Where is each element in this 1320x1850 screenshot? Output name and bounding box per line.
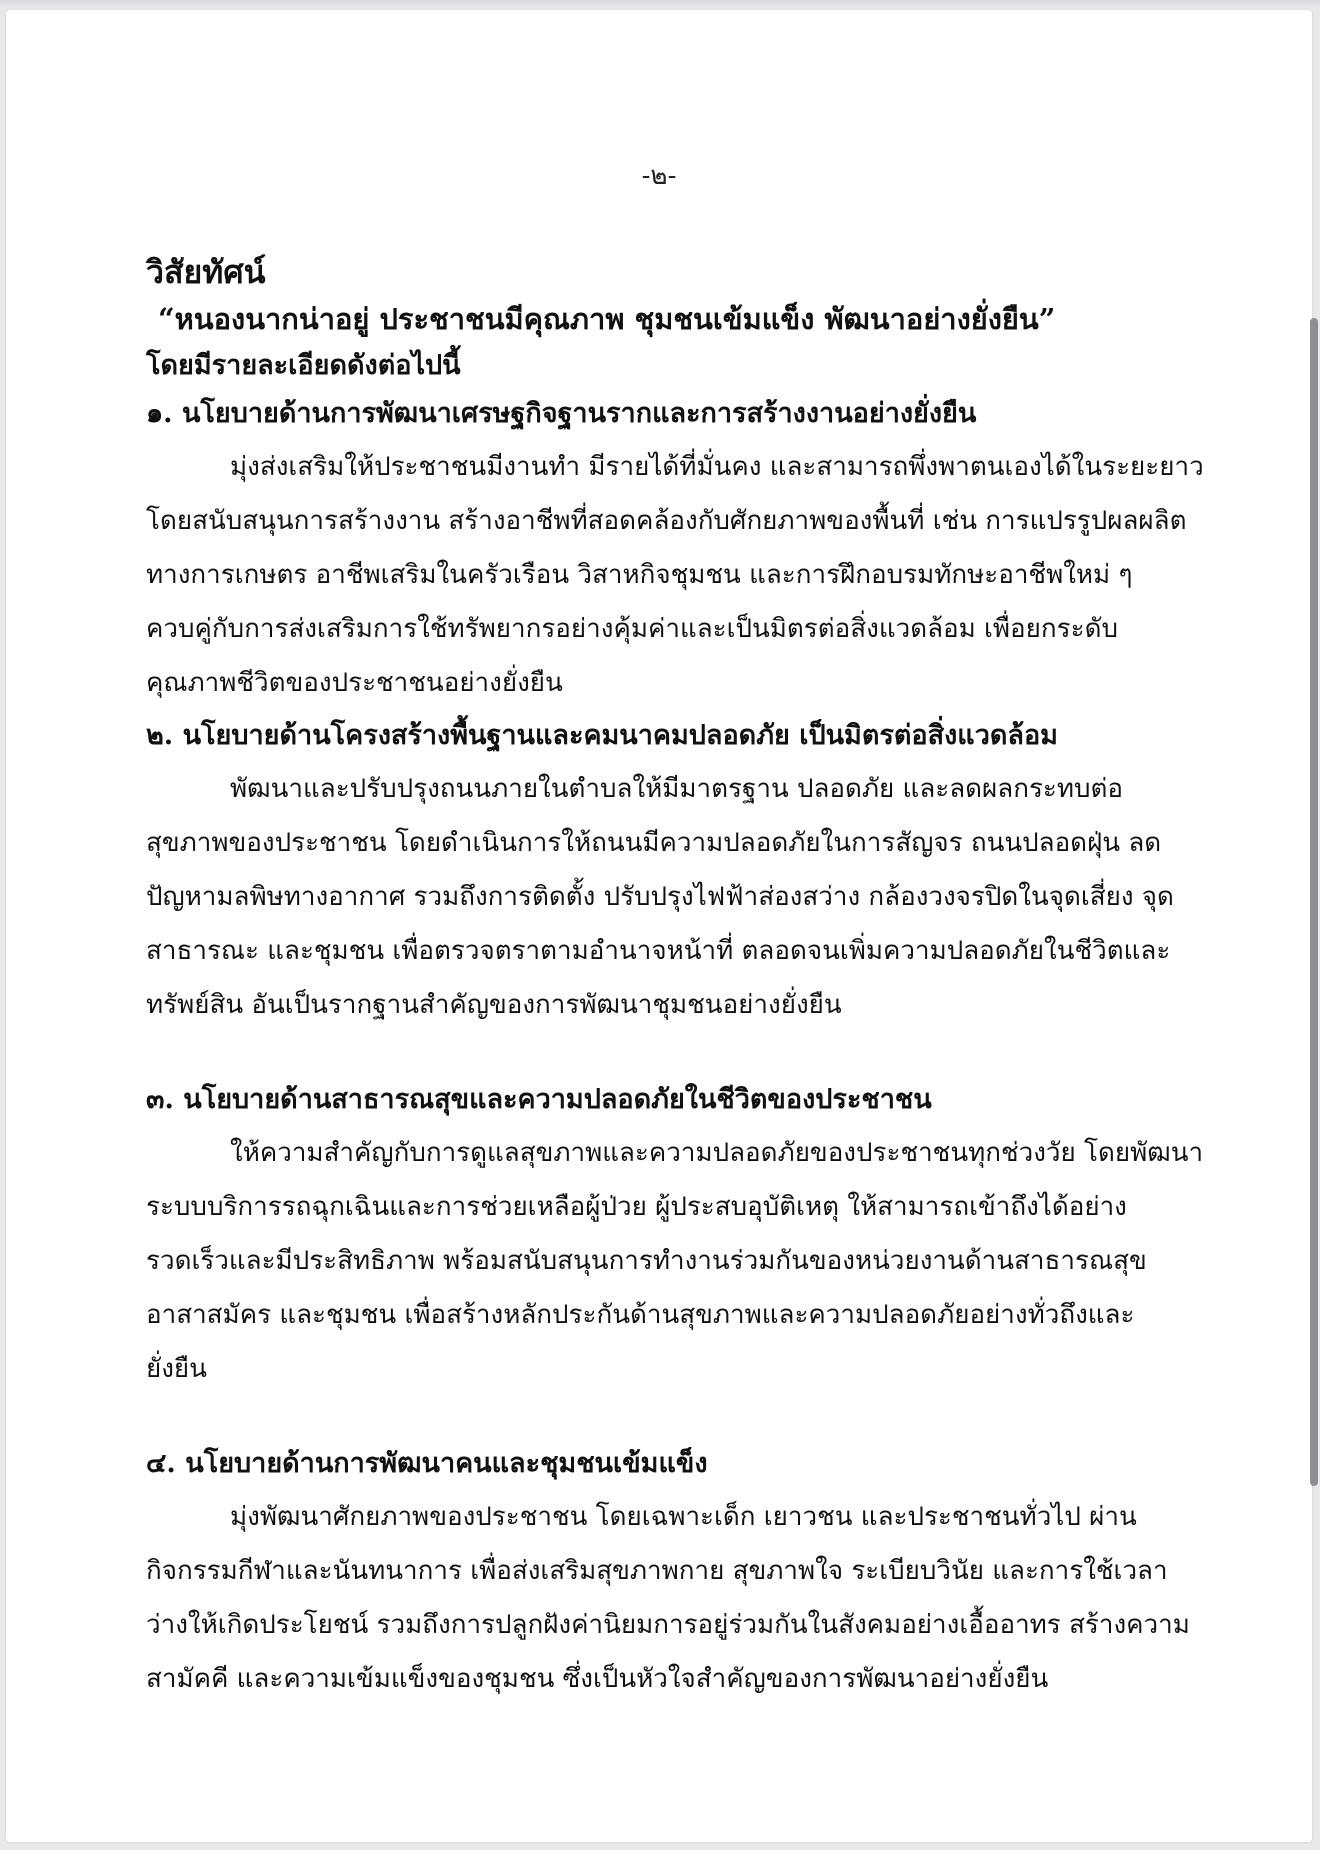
paragraph-line: รวดเร็วและมีประสิทธิภาพ พร้อมสนับสนุนการทำงานร่วมกันของหน่วยงานด้านสาธารณสุข [146,1246,1147,1276]
intro-text: โดยมีรายละเอียดดังต่อไปนี้ [146,350,461,381]
paragraph-line: ว่างให้เกิดประโยชน์ รวมถึงการปลูกฝังค่านิยมการอยู่ร่วมกันในสังคมอย่างเอื้ออาทร สร้างความ [146,1610,1190,1640]
policy-section-4 [146,1438,1236,1706]
policy-title: ๒. นโยบายด้านโครงสร้างพื้นฐานและคมนาคมปลอดภัย เป็นมิตรต่อสิ่งแวดล้อม [146,720,1058,751]
paragraph-line: มุ่งส่งเสริมให้ประชาชนมีงานทำ มีรายได้ที่มั่นคง และสามารถพึ่งพาตนเองได้ในระยะยาว [230,452,1204,482]
paragraph-line: สามัคคี และความเข้มแข็งของชุมชน ซึ่งเป็นหัวใจสำคัญของการพัฒนาอย่างยั่งยืน [146,1664,1049,1694]
page-number: -๒- [641,161,677,191]
paragraph-line: ปัญหามลพิษทางอากาศ รวมถึงการติดตั้ง ปรับปรุงไฟฟ้าส่องสว่าง กล้องวงจรปิดในจุดเสี่ยง จุด [146,882,1174,912]
paragraph-line: พัฒนาและปรับปรุงถนนภายในตำบลให้มีมาตรฐาน ปลอดภัย และลดผลกระทบต่อ [230,774,1124,804]
paragraph-line: ให้ความสำคัญกับการดูแลสุขภาพและความปลอดภัยของประชาชนทุกช่วงวัย โดยพัฒนา [230,1138,1204,1168]
policy-title: ๑. นโยบายด้านการพัฒนาเศรษฐกิจฐานรากและการสร้างงานอย่างยั่งยืน [146,398,977,429]
paragraph-line: ระบบบริการรถฉุกเฉินและการช่วยเหลือผู้ป่วย ผู้ประสบอุบัติเหตุ ให้สามารถเข้าถึงได้อย่าง [146,1192,1127,1222]
paragraph-line: สุขภาพของประชาชน โดยดำเนินการให้ถนนมีความปลอดภัยในการสัญจร ถนนปลอดฝุ่น ลด [146,828,1162,858]
section-spacer [146,1396,1236,1438]
paragraph-line: กิจกรรมกีฬาและนันทนาการ เพื่อส่งเสริมสุขภาพกาย สุขภาพใจ ระเบียบวินัย และการใช้เวลา [146,1556,1168,1586]
paragraph-line: ยั่งยืน [146,1354,207,1384]
page-content [146,250,1236,1706]
paragraph-line: อาสาสมัคร และชุมชน เพื่อสร้างหลักประกันด้านสุขภาพและความปลอดภัยอย่างทั่วถึงและ [146,1300,1135,1330]
paragraph-line: สาธารณะ และชุมชน เพื่อตรวจตราตามอำนาจหน้าที่ ตลอดจนเพิ่มความปลอดภัยในชีวิตและ [146,936,1171,966]
paragraph-line: โดยสนับสนุนการสร้างงาน สร้างอาชีพที่สอดคล้องกับศักยภาพของพื้นที่ เช่น การแปรรูปผลผลิต [146,506,1187,536]
paragraph-line: ทรัพย์สิน อันเป็นรากฐานสำคัญของการพัฒนาชุมชนอย่างยั่งยืน [146,990,842,1020]
vision-heading: วิสัยทัศน์ [146,253,266,291]
policy-section-3 [146,1074,1236,1396]
vertical-scrollbar[interactable] [1310,318,1318,1486]
paragraph-line: คุณภาพชีวิตของประชาชนอย่างยั่งยืน [146,668,563,698]
section-spacer [146,1032,1236,1074]
vision-slogan: “หนองนากน่าอยู่ ประชาชนมีคุณภาพ ชุมชนเข้มแข็ง พัฒนาอย่างยั่งยืน” [158,302,1056,336]
policy-title: ๔. นโยบายด้านการพัฒนาคนและชุมชนเข้มแข็ง [146,1448,708,1479]
policy-title: ๓. นโยบายด้านสาธารณสุขและความปลอดภัยในชีวิตของประชาชน [146,1084,932,1115]
paragraph-line: มุ่งพัฒนาศักยภาพของประชาชน โดยเฉพาะเด็ก เยาวชน และประชาชนทั่วไป ผ่าน [230,1502,1137,1532]
document-page [6,10,1312,1842]
policy-section-1 [146,388,1236,710]
paragraph-line: ควบคู่กับการส่งเสริมการใช้ทรัพยากรอย่างคุ้มค่าและเป็นมิตรต่อสิ่งแวดล้อม เพื่อยกระดับ [146,614,1118,644]
policy-section-2 [146,710,1236,1032]
paragraph-line: ทางการเกษตร อาชีพเสริมในครัวเรือน วิสาหกิจชุมชน และการฝึกอบรมทักษะอาชีพใหม่ ๆ [146,560,1133,590]
viewer-top-bar [0,0,1320,10]
